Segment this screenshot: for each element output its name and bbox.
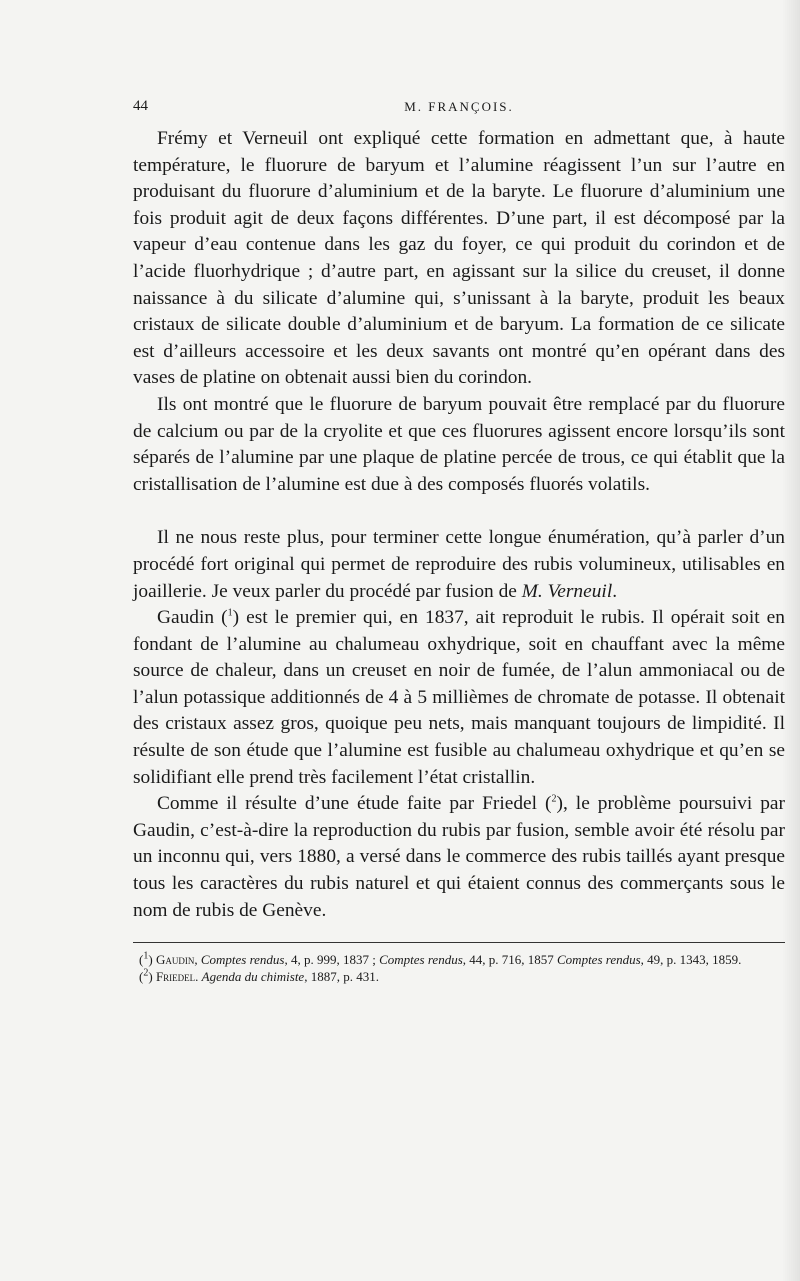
paragraph-2: Ils ont montré que le fluorure de baryum pouvait être remplacé par du fluorure de calcium ou par de la cryolite et que ces fluorures agissent encore lorsqu’ils sont séparés de l’alumine par une plaque de platine percée de trous, ce qui établit que la cristallisation de l’alumine est due à des composés fluorés volatils. (133, 393, 785, 495)
paragraph-5-text: , le problème poursuivi par Gaudin, c’est-à-dire la reproduction du rubis par fusion, semble avoir été résolu par un inconnu qui, vers 1880, a versé dans le commerce des rubis taillés ayant presque tous les caractères du rubis naturel et qui étaient connus des commerçants sous le nom de rubis de Genève. (133, 793, 785, 921)
page-number: 44 (133, 98, 148, 114)
paragraph-4-text: est le premier qui, en 1837, ait reproduit le rubis. Il opérait soit en fondant de l’alumine au chalumeau oxhydrique, soit en chauffant avec la même source de chaleur, dans un creuset en noir de fumée, de l’alun ammoniacal ou de l’alun potassique additionnés de 4 à 5 millièmes de chromate de potasse. Il obtenait des cristaux assez gros, quoique peu nets, mais manquant toujours de limpidité. Il résulte de son étude que l’alumine est fusible au chalumeau oxhydrique et qu’en se solidifiant elle prend très facilement l’état cristallin. (133, 607, 785, 788)
footnote-2-detail: , 1887, p. 431. (304, 969, 379, 985)
footnote-mark-1: 1 (143, 950, 149, 962)
footnote-1-ref-1: Comptes rendus (200, 952, 285, 968)
footnote-1-ref-2: Comptes rendus (379, 952, 463, 968)
page-header (133, 98, 785, 120)
footnote-rule (133, 942, 785, 943)
book-page (133, 98, 785, 985)
paragraph-4: Gaudin ($^1$) est le premier qui, en 1837, ait reproduit le rubis. Il opérait soit en fondant de l’alumine au chalumeau oxhydrique, soit en chauffant avec la même source de chaleur, dans un creuset en noir de fumée, de l’alun ammoniacal ou de l’alun potassique additionnés de 4 à 5 millièmes de chromate de potasse. Il obtenait des cristaux assez gros, quoique peu nets, mais manquant toujours de limpidité. Il résulte de son étude que l’alumine est fusible au chalumeau oxhydrique et qu’en se solidifiant elle prend très facilement l’état cristallin. (133, 607, 785, 788)
footnotes (133, 951, 785, 985)
paragraph-5: Comme il résulte d’une étude faite par Friedel ($^2$), le problème poursuivi par Gaudin, c’est-à-dire la reproduction du rubis par fusion, semble avoir été résolu par un inconnu qui, vers 1880, a versé dans le commerce des rubis taillés ayant presque tous les caractères du rubis naturel et qui étaient connus des commerçants sous le nom de rubis de Genève. (133, 793, 785, 921)
paragraph-4-start: Gaudin (157, 607, 222, 629)
footnote-2-author: Friedel (155, 969, 196, 985)
body-text (133, 126, 785, 924)
paragraph-1: Frémy et Verneuil ont expliqué cette formation en admettant que, à haute température, le fluorure de baryum et l’alumine réagissent l’un sur l’autre en produisant du fluorure d’aluminium et de la baryte. Le fluorure d’aluminium une fois produit agit de deux façons différentes. D’une part, il est décomposé par la vapeur d’eau contenue dans les gaz du foyer, ce qui produit du corindon et de l’acide fluorhydrique ; d’autre part, en agissant sur la silice du creuset, il donne naissance à du silicate d’alumine qui, s’unissant à la baryte, produit les beaux cristaux de silicate double d’aluminium et de baryum. La formation de ce silicate est d’ailleurs accessoire et les deux savants ont montré qu’en opérant dans des vases de platine on obtenait aussi bien du corindon. (133, 128, 785, 389)
footnote-1-detail-2: , 44, p. 716, 1857 (462, 952, 558, 968)
footnote-1-author: Gaudin (155, 952, 195, 968)
paragraph-3-text: Il ne nous reste plus, pour terminer cette longue énumération, qu’à parler d’un procédé fort original qui permet de reproduire des rubis volumineux, utilisables en joaillerie. Je veux parler du procédé par fusion de (133, 527, 785, 602)
footnote-1-sep: , (194, 952, 201, 968)
paragraph-3-end: . (612, 580, 618, 602)
footnote-1-detail-3: , 49, p. 1343, 1859. (640, 952, 742, 968)
footnote-2: ($^2$) Friedel. Agenda du chimiste, 1887, p. 431. (139, 967, 379, 985)
paragraph-3 (133, 525, 785, 605)
verneuil-name: M. Verneuil (521, 580, 613, 602)
footnote-ref-2[interactable]: 2 (551, 793, 557, 805)
running-head: M. FRANÇOIS. (404, 99, 514, 114)
paragraph-5-start: Comme il résulte d’une étude faite par Friedel (157, 793, 546, 815)
footnote-mark-2: 2 (143, 967, 149, 979)
footnote-1-detail-1: , 4, p. 999, 1837 ; (284, 952, 380, 968)
footnote-ref-1[interactable]: 1 (227, 607, 233, 619)
footnote-2-ref: Agenda du chimiste (201, 969, 305, 985)
footnote-1-ref-3: Comptes rendus (557, 952, 641, 968)
footnote-1: ($^1$) Gaudin, Comptes rendus, 4, p. 999, 1837 ; Comptes rendus, 44, p. 716, 1857 Comptes rendus, 49, p. 1343, 1859. (139, 950, 742, 968)
footnote-2-sep: . (195, 969, 202, 985)
